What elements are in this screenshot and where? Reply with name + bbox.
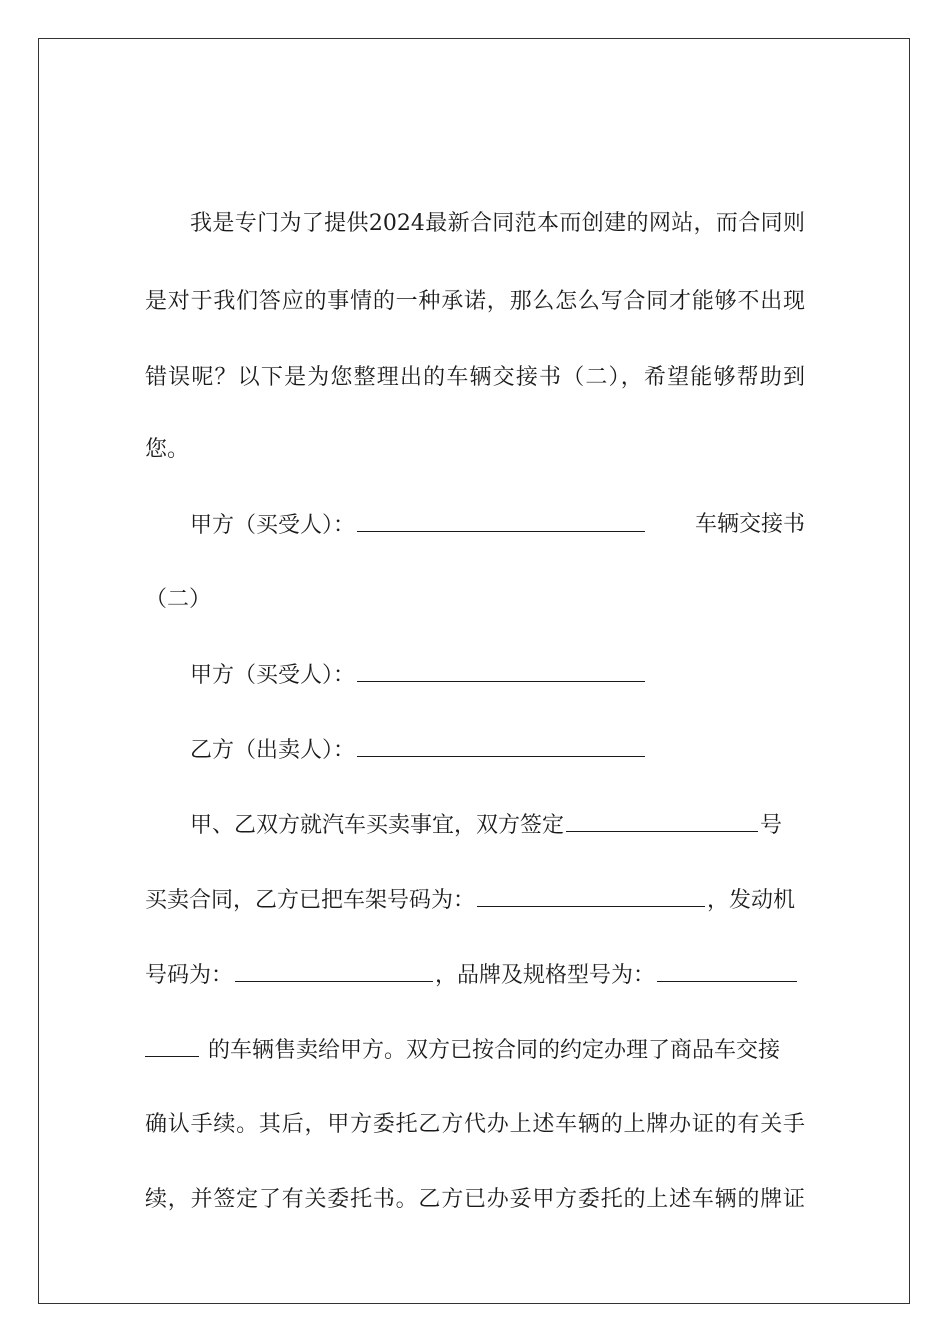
body-line-1 xyxy=(190,805,805,845)
frame-number-blank xyxy=(477,880,705,907)
party-b-label: 乙方（出卖人）： xyxy=(190,738,356,763)
document-title-cont: （二） xyxy=(145,587,212,612)
party-a-line xyxy=(190,655,805,695)
engine-number-blank xyxy=(235,955,433,982)
model-blank-part-1 xyxy=(657,955,797,982)
body-line-1-suffix: 号 xyxy=(760,813,783,838)
intro-line-3: 错误呢？以下是为您整理出的车辆交接书（二），希望能够帮助到 xyxy=(145,365,805,390)
body-line-6: 续，并签定了有关委托书。乙方已办妥甲方委托的上述车辆的牌证 xyxy=(145,1187,805,1212)
party-a-label-top: 甲方（买受人）： xyxy=(190,513,356,538)
model-blank-part-2 xyxy=(145,1030,199,1057)
body-line-2-suffix: ，发动机 xyxy=(707,888,796,913)
party-a-blank xyxy=(357,655,645,682)
intro-line-2: 是对于我们答应的事情的一种承诺，那么怎么写合同才能够不出现 xyxy=(145,289,805,314)
body-line-5: 确认手续。其后，甲方委托乙方代办上述车辆的上牌办证的有关手 xyxy=(145,1112,805,1137)
contract-number-blank xyxy=(566,805,758,832)
party-b-line xyxy=(190,730,805,770)
body-line-1-text: 甲、乙双方就汽车买卖事宜，双方签定 xyxy=(190,813,565,838)
body-line-3-text: 号码为： xyxy=(145,963,234,988)
party-b-blank xyxy=(357,730,645,757)
party-a-label: 甲方（买受人）： xyxy=(190,663,356,688)
document-title: 车辆交接书 xyxy=(694,512,805,537)
body-line-3 xyxy=(145,955,805,995)
title-line xyxy=(190,505,805,545)
body-line-4 xyxy=(145,1030,805,1070)
body-line-4-text: 的车辆售卖给甲方。双方已按合同的约定办理了商品车交接 xyxy=(208,1038,781,1063)
body-line-2-text: 买卖合同，乙方已把车架号码为： xyxy=(145,888,476,913)
intro-line-4: 您。 xyxy=(145,437,190,462)
party-a-blank-top xyxy=(357,505,645,532)
body-line-2 xyxy=(145,880,805,920)
intro-line-1: 我是专门为了提供2024最新合同范本而创建的网站，而合同则 xyxy=(190,211,805,236)
body-line-3-mid: ，品牌及规格型号为： xyxy=(435,963,656,988)
